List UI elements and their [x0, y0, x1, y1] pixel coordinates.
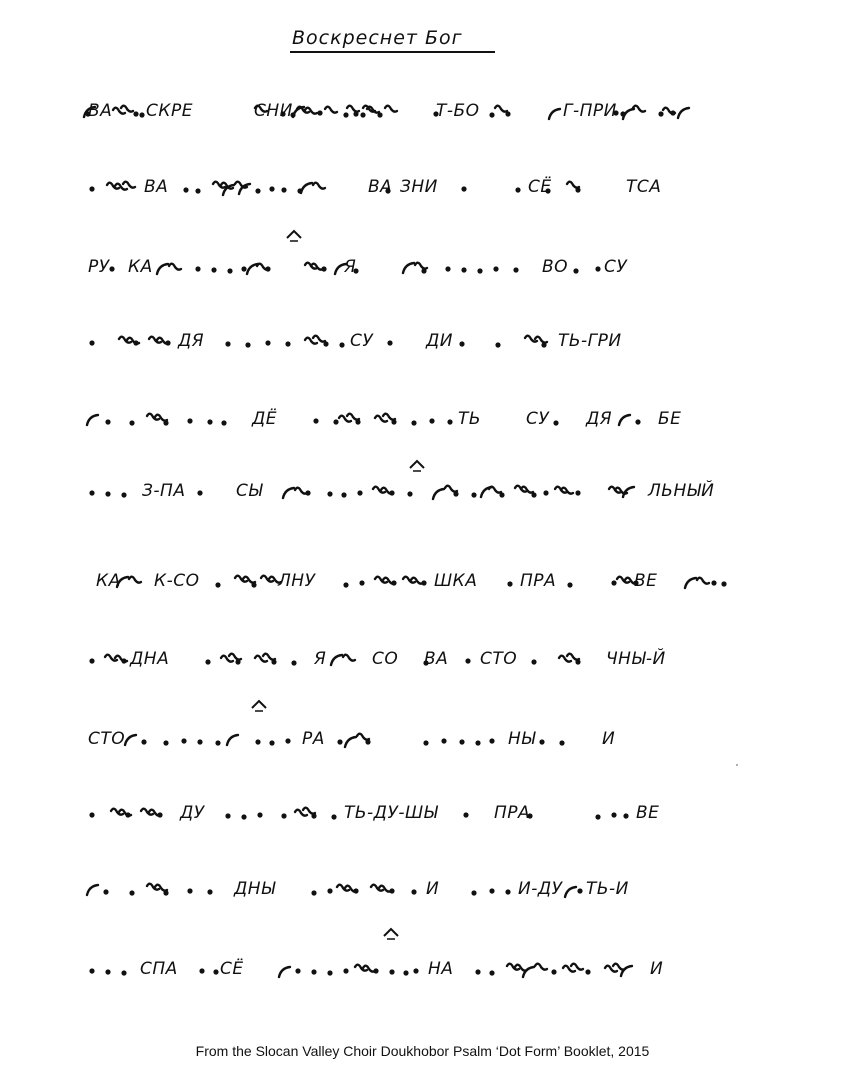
notation-curve: [433, 489, 444, 499]
syllable: ШКА: [434, 571, 478, 591]
notation-dot: [413, 968, 418, 973]
notation-hook: [697, 578, 709, 584]
notation-dot: [327, 888, 332, 893]
syllable: СУ: [604, 257, 628, 277]
psalm-line-12: [88, 950, 738, 990]
syllable: ДЯ: [586, 409, 613, 429]
notation-dot: [495, 342, 500, 347]
notation-hook: [123, 182, 135, 188]
notation-dot: [463, 812, 468, 817]
syllable: СО: [372, 649, 399, 669]
notation-dot: [575, 490, 580, 495]
notation-hook: [263, 654, 275, 660]
notation-dot: [255, 739, 260, 744]
notation-dot: [461, 267, 466, 272]
notation-hook: [571, 964, 583, 970]
syllable: КА: [128, 257, 153, 277]
notation-dot: [311, 890, 316, 895]
psalm-line-7: [88, 562, 738, 602]
syllable: Я: [314, 649, 327, 669]
syllable: ЛЬНЫЙ: [648, 481, 715, 501]
notation-dot: [541, 342, 546, 347]
syllable: Т-БО: [436, 101, 480, 121]
syllable: З-ПА: [142, 481, 186, 501]
notation-dot: [515, 187, 520, 192]
notation-curve: [87, 415, 98, 425]
notation-hook: [605, 966, 617, 972]
notation-dot: [453, 491, 458, 496]
notation-hook: [347, 414, 359, 420]
notation-dot: [489, 738, 494, 743]
caret-accent-icon: [408, 458, 426, 472]
syllable: СЁ: [528, 177, 552, 197]
notation-dot: [89, 968, 94, 973]
notation-dot: [285, 341, 290, 346]
notation-dot: [353, 888, 358, 893]
syllable: ТЬ: [458, 409, 482, 429]
notation-dot: [317, 110, 322, 115]
notation-dot: [411, 420, 416, 425]
notation-dot: [407, 491, 412, 496]
notation-dot: [505, 111, 510, 116]
notation-dot: [353, 111, 358, 116]
syllable: ДУ: [180, 803, 205, 823]
notation-hook: [495, 106, 507, 112]
psalm-line-1: [88, 92, 738, 132]
notation-dot: [421, 268, 426, 273]
notation-dot: [459, 341, 464, 346]
notation-hook: [385, 106, 397, 112]
notation-dot: [499, 492, 504, 497]
syllable: ЗНИ: [400, 177, 438, 197]
notation-dot: [125, 812, 130, 817]
syllable: Я: [344, 257, 357, 277]
psalm-line-5: [88, 400, 738, 440]
notation-dot: [721, 581, 726, 586]
notation-hook: [169, 264, 181, 270]
notation-dot: [197, 490, 202, 495]
syllable: ЧНЫ-Й: [606, 649, 666, 669]
psalm-line-10: [88, 794, 738, 834]
syllable: ВЕ: [634, 571, 658, 591]
syllable: РА: [302, 729, 325, 749]
notation-curve: [685, 578, 696, 588]
notation-dot: [611, 812, 616, 817]
notation-dot: [327, 491, 332, 496]
notation-dot: [255, 188, 260, 193]
notation-dot: [355, 419, 360, 424]
syllable: РУ: [88, 257, 110, 277]
notation-dot: [327, 970, 332, 975]
notation-dot: [373, 968, 378, 973]
notation-dot: [387, 340, 392, 345]
dot-notation-marks: [88, 950, 738, 990]
syllable: ТЬ-ГРИ: [558, 331, 622, 351]
notation-dot: [567, 582, 572, 587]
syllable: ПРА: [494, 803, 531, 823]
notation-dot: [323, 341, 328, 346]
notation-dot: [207, 889, 212, 894]
notation-dot: [411, 889, 416, 894]
notation-dot: [313, 418, 318, 423]
notation-dot: [109, 266, 114, 271]
notation-dot: [265, 340, 270, 345]
notation-dot: [311, 813, 316, 818]
notation-curve: [157, 264, 168, 274]
syllable: ТЬ-И: [586, 879, 629, 899]
notation-dot: [241, 814, 246, 819]
notation-hook: [325, 107, 337, 113]
syllable: ВА: [368, 177, 393, 197]
notation-hook: [121, 106, 133, 112]
syllable: СЫ: [236, 481, 263, 501]
notation-hook: [489, 487, 501, 493]
syllable: ДЁ: [252, 409, 278, 429]
notation-dot: [187, 418, 192, 423]
notation-dot: [447, 419, 452, 424]
notation-dot: [89, 658, 94, 663]
dot-notation-marks: [88, 870, 738, 910]
syllable: ВА: [88, 101, 113, 121]
syllable: ТЬ-ДУ-ШЫ: [344, 803, 439, 823]
notation-dot: [513, 267, 518, 272]
notation-dot: [507, 581, 512, 586]
notation-hook: [567, 654, 579, 660]
caret-accent-icon: [382, 926, 400, 940]
syllable: ПРА: [520, 571, 557, 591]
notation-dot: [421, 580, 426, 585]
notation-dot: [331, 814, 336, 819]
notation-dot: [489, 970, 494, 975]
notation-hook: [567, 182, 579, 188]
notation-curve: [678, 108, 689, 118]
notation-hook: [445, 486, 457, 492]
notation-dot: [213, 969, 218, 974]
notation-dot: [489, 888, 494, 893]
notation-hook: [313, 336, 325, 342]
notation-dot: [321, 266, 326, 271]
notation-dot: [389, 969, 394, 974]
notation-dot: [89, 490, 94, 495]
notation-dot: [531, 492, 536, 497]
notation-dot: [163, 740, 168, 745]
psalm-line-8: [88, 640, 738, 680]
notation-dot: [611, 580, 616, 585]
notation-dot: [227, 268, 232, 273]
syllable: ДИ: [426, 331, 453, 351]
notation-dot: [635, 419, 640, 424]
notation-dot: [103, 889, 108, 894]
syllable: СТО: [480, 649, 518, 669]
notation-dot: [165, 340, 170, 345]
notation-dot: [357, 490, 362, 495]
notation-dot: [429, 418, 434, 423]
notation-curve: [279, 967, 290, 977]
notation-dot: [711, 580, 716, 585]
notation-curve: [227, 735, 238, 745]
notation-dot: [199, 968, 204, 973]
notation-dot: [89, 340, 94, 345]
notation-dot: [225, 813, 230, 818]
notation-dot: [391, 580, 396, 585]
notation-curve: [621, 966, 632, 976]
notation-curve: [623, 487, 634, 497]
notation-dot: [341, 492, 346, 497]
syllable: ДНЫ: [234, 879, 276, 899]
notation-dot: [585, 969, 590, 974]
notation-hook: [383, 414, 395, 420]
notation-hook: [613, 964, 625, 970]
notation-dot: [281, 187, 286, 192]
notation-dot: [333, 419, 338, 424]
notation-dot: [163, 420, 168, 425]
syllable: Г-ПРИ: [563, 101, 617, 121]
notation-dot: [245, 342, 250, 347]
notation-curve: [345, 737, 356, 747]
notation-dot: [133, 340, 138, 345]
notation-dot: [477, 268, 482, 273]
notation-curve: [549, 109, 560, 119]
notation-dot: [475, 969, 480, 974]
notation-dot: [197, 739, 202, 744]
notation-dot: [141, 739, 146, 744]
notation-dot: [265, 266, 270, 271]
notation-curve: [523, 967, 534, 977]
notation-dot: [391, 419, 396, 424]
notation-dot: [157, 812, 162, 817]
notation-dot: [181, 738, 186, 743]
dot-notation-marks: [88, 472, 738, 512]
notation-dot: [225, 341, 230, 346]
syllable: СТО: [88, 729, 126, 749]
syllable: СЁ: [220, 959, 244, 979]
notation-dot: [493, 266, 498, 271]
syllable: ТСА: [626, 177, 662, 197]
title-underline: [290, 51, 495, 53]
notation-dot: [461, 186, 466, 191]
notation-dot: [337, 739, 342, 744]
notation-dot: [269, 186, 274, 191]
notation-hook: [563, 966, 575, 972]
notation-dot: [539, 739, 544, 744]
notation-dot: [343, 968, 348, 973]
notation-dot: [121, 658, 126, 663]
notation-dot: [105, 491, 110, 496]
syllable: КА: [96, 571, 121, 591]
notation-hook: [221, 656, 233, 662]
notation-dot: [343, 112, 348, 117]
notation-dot: [281, 813, 286, 818]
notation-hook: [343, 655, 355, 661]
psalm-line-9: [88, 720, 738, 760]
notation-dot: [389, 490, 394, 495]
notation-hook: [129, 577, 141, 583]
notation-dot: [459, 739, 464, 744]
notation-dot: [577, 888, 582, 893]
notation-dot: [365, 739, 370, 744]
notation-dot: [305, 490, 310, 495]
syllable: СПА: [140, 959, 178, 979]
notation-dot: [183, 187, 188, 192]
syllable: К-СО: [154, 571, 200, 591]
notation-hook: [357, 734, 369, 740]
syllable: СНИ: [254, 101, 293, 121]
notation-dot: [670, 110, 675, 115]
notation-dot: [475, 740, 480, 745]
psalm-line-3: [88, 248, 738, 288]
notation-curve: [87, 885, 98, 895]
notation-hook: [255, 656, 267, 662]
notation-hook: [535, 964, 547, 970]
notation-hook: [375, 416, 387, 422]
notation-dot: [187, 888, 192, 893]
notation-hook: [295, 488, 307, 494]
notation-dot: [505, 889, 510, 894]
notation-dot: [575, 659, 580, 664]
notation-dot: [658, 111, 663, 116]
notation-dot: [129, 890, 134, 895]
psalm-line-11: [88, 870, 738, 910]
notation-dot: [471, 890, 476, 895]
syllable: И-ДУ: [518, 879, 563, 899]
notation-dot: [121, 970, 126, 975]
notation-hook: [415, 263, 427, 269]
dot-notation-marks: [88, 720, 738, 760]
psalm-line-4: [88, 322, 738, 362]
notation-curve: [623, 109, 634, 119]
notation-hook: [347, 106, 359, 112]
notation-dot: [215, 740, 220, 745]
syllable: СУ: [350, 331, 374, 351]
notation-dot: [471, 492, 476, 497]
notation-dot: [623, 813, 628, 818]
syllable: ДЯ: [178, 331, 205, 351]
notation-dot: [163, 890, 168, 895]
notation-dot: [271, 659, 276, 664]
syllable: ДНА: [130, 649, 170, 669]
notation-dot: [559, 740, 564, 745]
dot-notation-marks: [88, 400, 738, 440]
notation-dot: [211, 267, 216, 272]
notation-hook: [339, 416, 351, 422]
syllable: ЛНУ: [278, 571, 316, 591]
notation-dot: [129, 420, 134, 425]
notation-dot: [389, 888, 394, 893]
notation-hook: [559, 656, 571, 662]
notation-dot: [551, 969, 556, 974]
notation-dot: [543, 490, 548, 495]
notation-dot: [291, 660, 296, 665]
notation-dot: [195, 266, 200, 271]
notation-dot: [89, 812, 94, 817]
notation-dot: [205, 659, 210, 664]
notation-dot: [105, 969, 110, 974]
syllable: И: [426, 879, 440, 899]
notation-hook: [295, 810, 307, 816]
syllable: НА: [428, 959, 454, 979]
notation-dot: [257, 812, 262, 817]
notation-dot: [531, 659, 536, 664]
notation-dot: [235, 659, 240, 664]
notation-dot: [339, 342, 344, 347]
syllable: ВО: [542, 257, 569, 277]
notation-curve: [125, 735, 136, 745]
notation-dot: [269, 740, 274, 745]
notation-dot: [489, 112, 494, 117]
notation-dot: [105, 419, 110, 424]
notation-curve: [331, 655, 342, 665]
notation-dot: [575, 187, 580, 192]
syllable: ВЕ: [636, 803, 660, 823]
notation-dot: [133, 111, 138, 116]
notation-dot: [285, 738, 290, 743]
notation-dot: [295, 968, 300, 973]
notation-hook: [113, 108, 125, 114]
notation-dot: [195, 188, 200, 193]
notation-dot: [441, 738, 446, 743]
syllable: ВА: [424, 649, 449, 669]
notation-dot: [465, 658, 470, 663]
notation-curve: [301, 183, 312, 193]
notation-dot: [311, 969, 316, 974]
syllable: СКРЕ: [146, 101, 193, 121]
notation-hook: [305, 338, 317, 344]
notation-dot: [251, 582, 256, 587]
notation-dot: [241, 266, 246, 271]
notation-curve: [403, 263, 414, 273]
notation-dot: [553, 420, 558, 425]
notation-dot: [377, 112, 382, 117]
syllable: ВА: [144, 177, 169, 197]
syllable: НЫ: [508, 729, 536, 749]
paper-speck: [736, 764, 738, 766]
notation-dot: [139, 112, 144, 117]
syllable: СУ: [526, 409, 550, 429]
notation-dot: [445, 266, 450, 271]
notation-dot: [221, 420, 226, 425]
psalm-line-2: [88, 168, 738, 208]
notation-curve: [565, 887, 576, 897]
notation-dot: [343, 582, 348, 587]
psalm-line-6: [88, 472, 738, 512]
notation-dot: [403, 970, 408, 975]
syllable: БЕ: [658, 409, 682, 429]
notation-curve: [619, 415, 630, 425]
notation-dot: [207, 419, 212, 424]
source-caption: From the Slocan Valley Choir Doukhobor Psalm ‘Dot Form’ Booklet, 2015: [195, 1043, 650, 1059]
notation-dot: [89, 186, 94, 191]
caret-accent-icon: [250, 698, 268, 712]
syllable: И: [602, 729, 616, 749]
dot-notation-marks: [88, 248, 738, 288]
notation-hook: [303, 808, 315, 814]
notation-dot: [423, 740, 428, 745]
notation-hook: [313, 183, 325, 189]
page-title: Воскреснет Бог: [292, 27, 463, 49]
notation-hook: [229, 654, 241, 660]
notation-dot: [215, 582, 220, 587]
notation-dot: [595, 814, 600, 819]
notation-dot: [573, 268, 578, 273]
notation-dot: [359, 580, 364, 585]
notation-dot: [595, 266, 600, 271]
notation-dot: [121, 492, 126, 497]
notation-curve: [283, 488, 294, 498]
notation-dot: [360, 112, 365, 117]
caret-accent-icon: [285, 228, 303, 242]
syllable: И: [650, 959, 664, 979]
